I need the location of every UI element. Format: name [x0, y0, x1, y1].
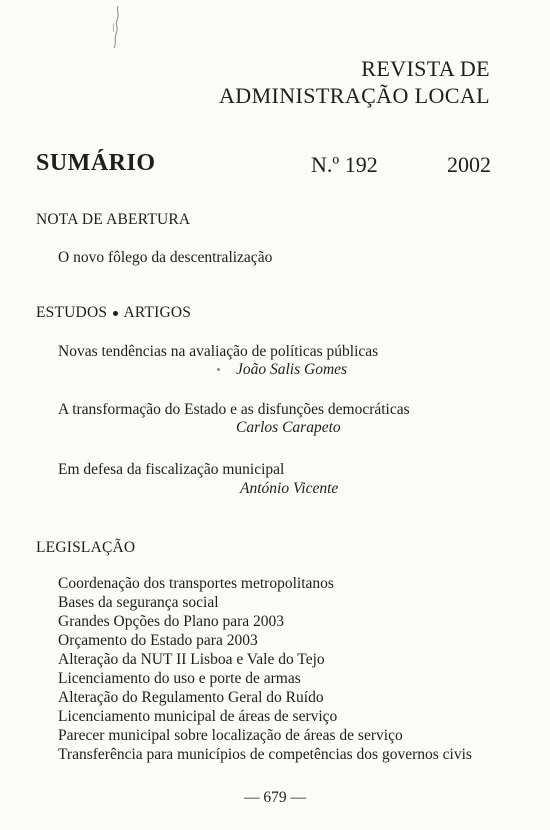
section-heading-studies-left: ESTUDOS	[36, 304, 108, 321]
article-author: António Vicente	[240, 480, 339, 497]
article-title: Em defesa da fiscalização municipal	[58, 461, 285, 478]
paper-speck	[217, 368, 220, 371]
legislation-list	[58, 574, 472, 764]
section-heading-opening: NOTA DE ABERTURA	[36, 211, 191, 228]
list-item: Orçamento do Estado para 2003	[58, 632, 258, 649]
issue-year: 2002	[447, 152, 491, 177]
section-heading-studies	[36, 304, 191, 322]
article-author: Carlos Carapeto	[236, 419, 341, 436]
article-title: Novas tendências na avaliação de políticas públicas	[58, 343, 379, 360]
list-item: Transferência para municípios de competências dos governos civis	[58, 746, 472, 763]
opening-entry: O novo fôlego da descentralização	[58, 249, 273, 266]
list-item: Grandes Opções do Plano para 2003	[58, 613, 284, 630]
article-author: João Salis Gomes	[236, 361, 348, 378]
article-title: A transformação do Estado e as disfunções democráticas	[58, 401, 410, 418]
pen-mark	[104, 4, 126, 56]
page-number: — 679 —	[244, 789, 306, 806]
journal-title	[219, 55, 490, 109]
journal-title-line2: ADMINISTRAÇÃO LOCAL	[219, 83, 490, 108]
section-heading-studies-right: ARTIGOS	[123, 304, 192, 321]
list-item: Coordenação dos transportes metropolitanos	[58, 575, 334, 592]
list-item: Parecer municipal sobre localização de áreas de serviço	[58, 727, 403, 744]
list-item: Licenciamento do uso e porte de armas	[58, 670, 301, 687]
journal-title-line1: REVISTA DE	[361, 56, 490, 81]
summary-title: SUMÁRIO	[36, 150, 156, 176]
bullet-dot-icon	[113, 311, 118, 316]
section-heading-legislation: LEGISLAÇÃO	[36, 539, 136, 556]
summary-header	[36, 150, 491, 182]
list-item: Alteração do Regulamento Geral do Ruído	[58, 689, 324, 706]
list-item: Bases da segurança social	[58, 594, 219, 611]
list-item: Licenciamento municipal de áreas de serviço	[58, 708, 338, 725]
issue-number: N.º 192	[311, 152, 378, 177]
list-item: Alteração da NUT II Lisboa e Vale do Tejo	[58, 651, 325, 668]
